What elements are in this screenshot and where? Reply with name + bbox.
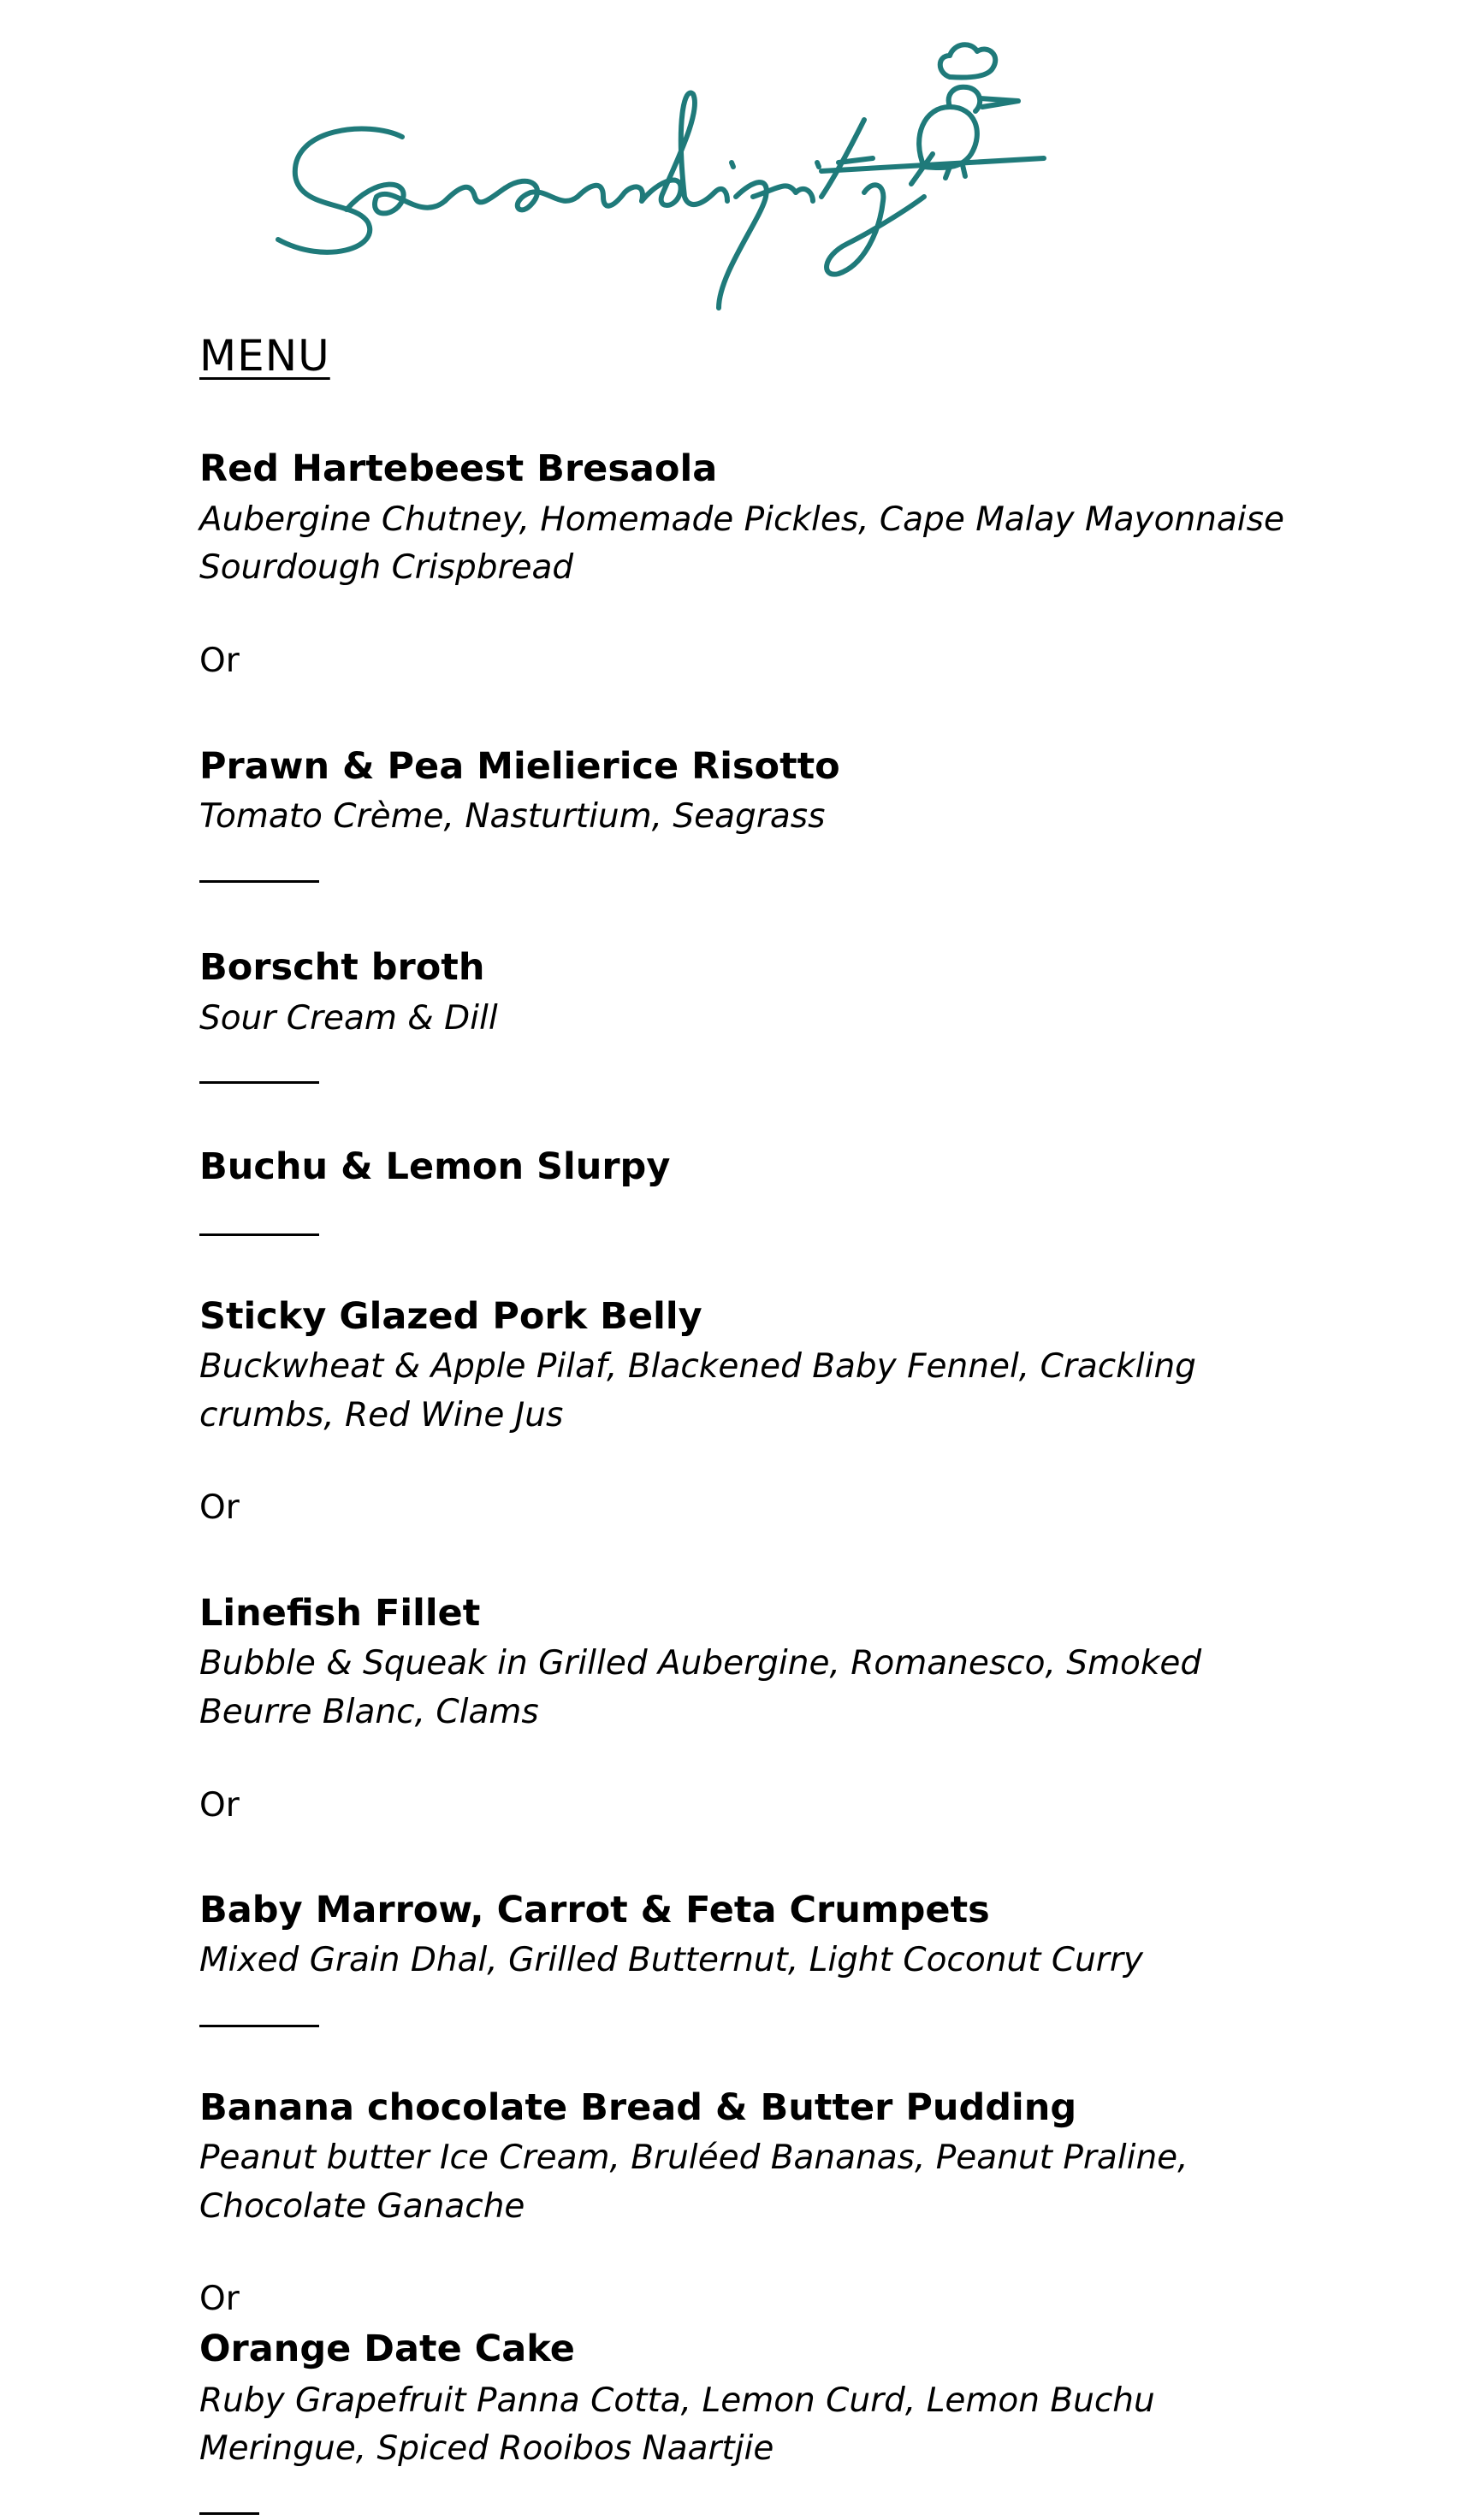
dish-name: Linefish Fillet — [199, 1592, 481, 1635]
dish-description: Tomato Crème, Nasturtium, Seagrass — [199, 797, 826, 836]
dish-description: Peanut butter Ice Cream, Bruléed Bananas, Peanut Praline, — [199, 2138, 1188, 2177]
dish-name: Orange Date Cake — [199, 2328, 575, 2370]
dish-name: Banana chocolate Bread & Butter Pudding — [199, 2086, 1077, 2129]
dish-description: Aubergine Chutney, Homemade Pickles, Cape Malay Mayonnaise — [199, 500, 1284, 539]
dish-description: Sour Cream & Dill — [199, 999, 498, 1038]
course-divider — [199, 2025, 319, 2027]
dish-description: Mixed Grain Dhal, Grilled Butternut, Light Coconut Curry — [199, 1941, 1143, 1979]
or-label: Or — [199, 642, 240, 680]
or-label: Or — [199, 1488, 240, 1527]
dish-name: Prawn & Pea Mielierice Risotto — [199, 745, 840, 788]
menu-title: MENU — [199, 331, 330, 381]
menu-content — [199, 0, 1397, 2520]
dish-description: Meringue, Spiced Rooibos Naartjie — [199, 2429, 774, 2468]
dish-name: Sticky Glazed Pork Belly — [199, 1295, 702, 1338]
or-label: Or — [199, 1786, 240, 1825]
course-divider — [199, 1081, 319, 1084]
dish-description: Bubble & Squeak in Grilled Aubergine, Romanesco, Smoked — [199, 1644, 1202, 1683]
dish-name: Buchu & Lemon Slurpy — [199, 1145, 671, 1188]
or-label: Or — [199, 2280, 240, 2318]
dish-description: Ruby Grapefruit Panna Cotta, Lemon Curd, Lemon Buchu — [199, 2381, 1155, 2420]
dish-name: Borscht broth — [199, 946, 485, 989]
dish-description: Buckwheat & Apple Pilaf, Blackened Baby Fennel, Crackling — [199, 1347, 1196, 1386]
course-divider — [199, 880, 319, 883]
course-divider — [199, 1233, 319, 1236]
dish-description: Chocolate Ganache — [199, 2187, 525, 2226]
dish-description: crumbs, Red Wine Jus — [199, 1396, 564, 1435]
dish-description: Beurre Blanc, Clams — [199, 1693, 539, 1731]
dish-name: Baby Marrow, Carrot & Feta Crumpets — [199, 1889, 990, 1931]
dish-description: Sourdough Crispbread — [199, 548, 574, 587]
dish-name: Red Hartebeest Bresaola — [199, 447, 718, 490]
course-divider — [199, 2512, 259, 2515]
